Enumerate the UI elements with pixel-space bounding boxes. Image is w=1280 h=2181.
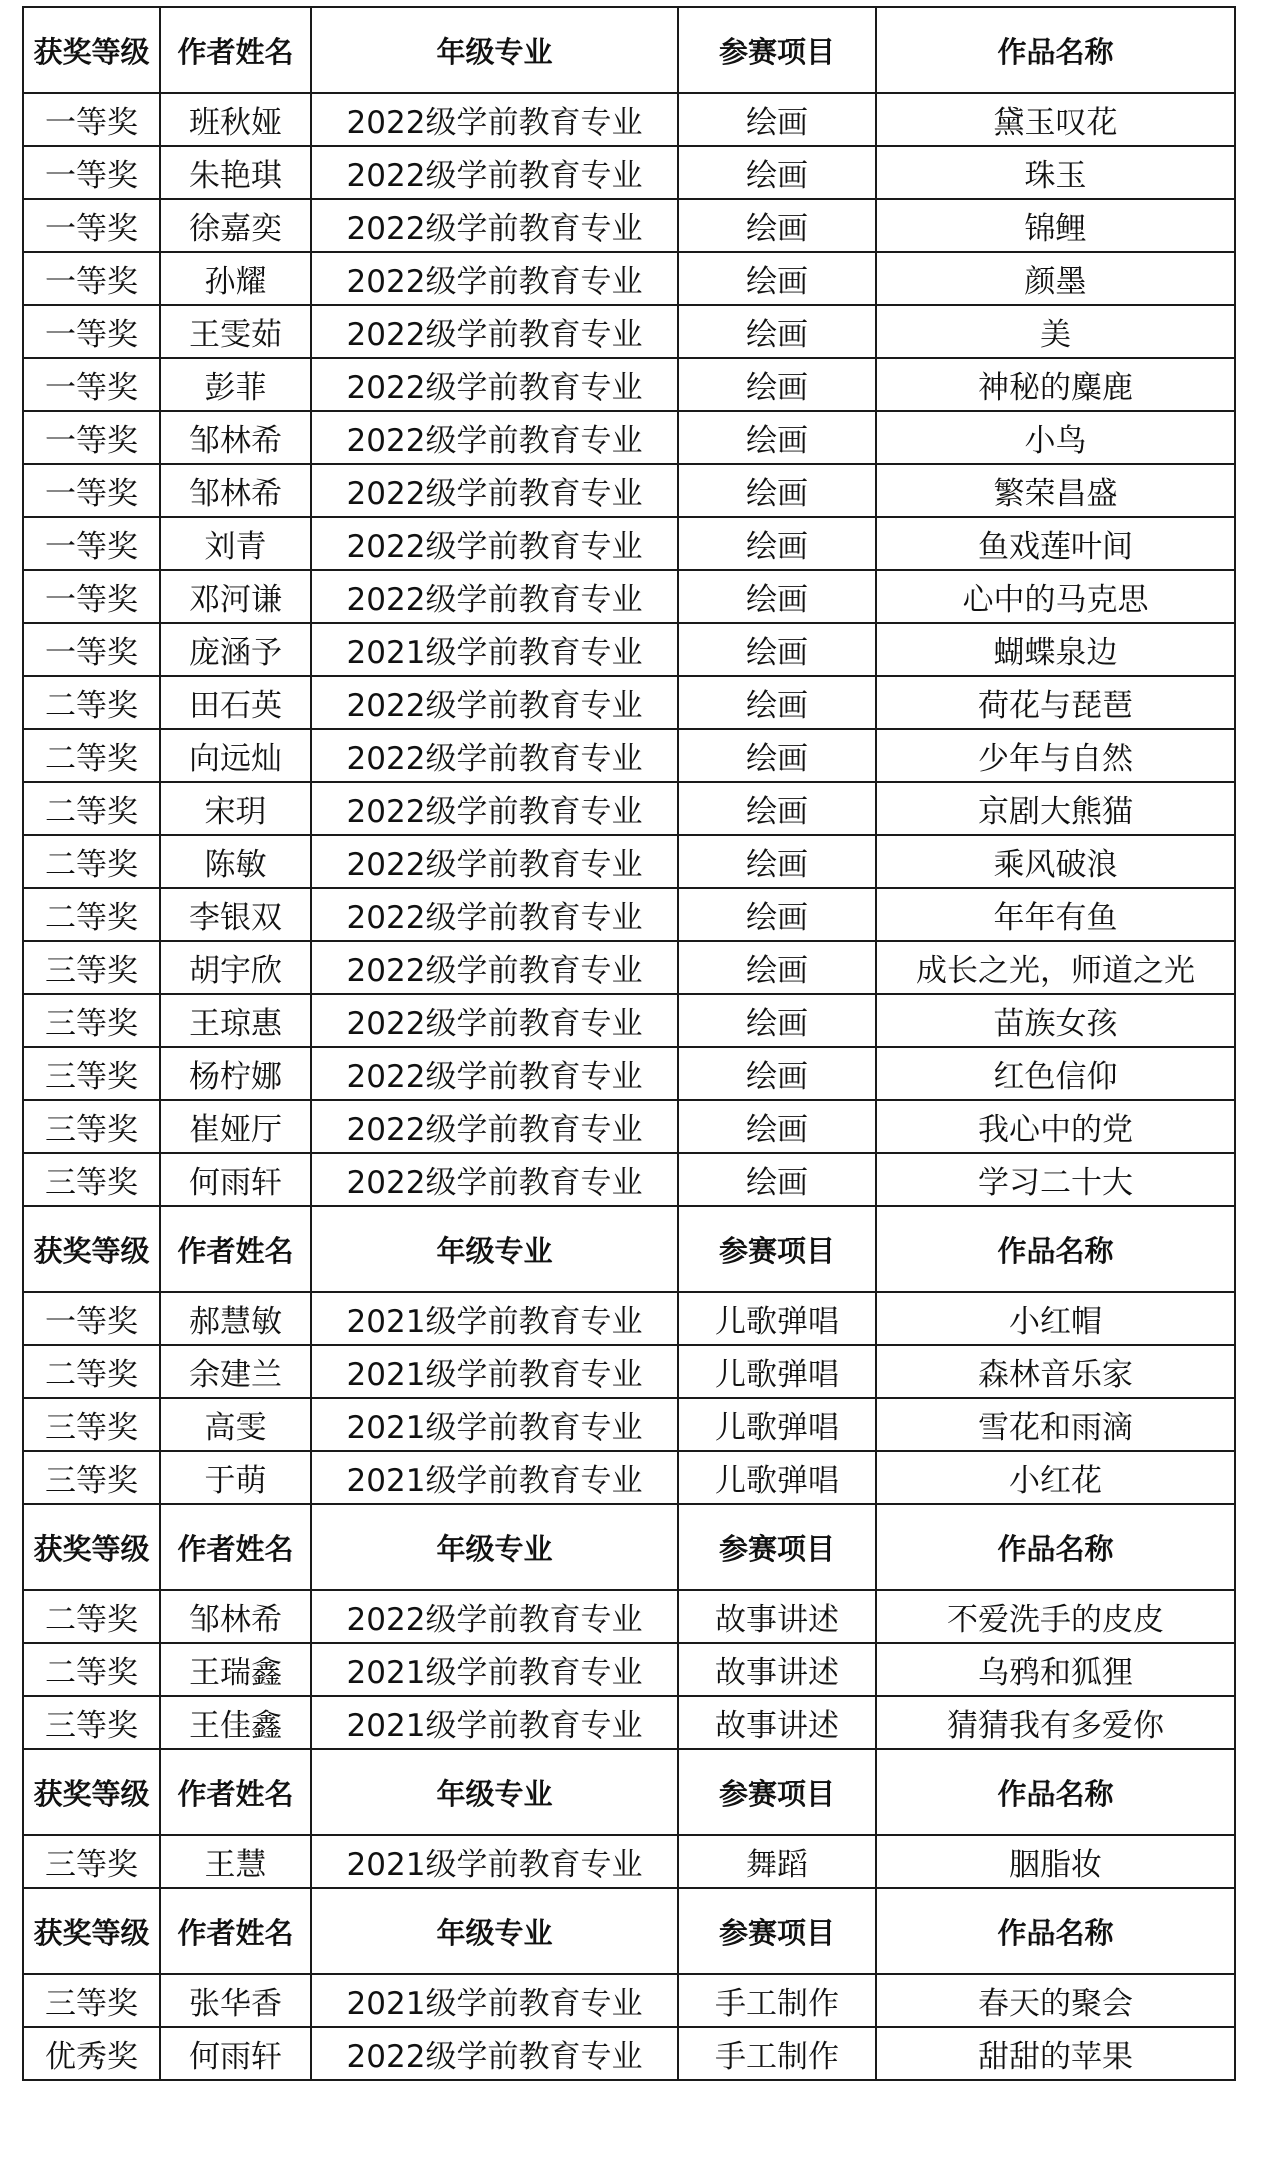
work-title-cell: 雪花和雨滴	[876, 1398, 1235, 1451]
work-title-cell: 美	[876, 305, 1235, 358]
table-row	[23, 1643, 1235, 1696]
work-title-cell: 猜猜我有多爱你	[876, 1696, 1235, 1749]
author-name-cell: 高雯	[160, 1398, 311, 1451]
grade-major-cell: 2022级学前教育专业	[311, 835, 678, 888]
award-level-cell: 三等奖	[23, 1398, 160, 1451]
author-name-cell: 李银双	[160, 888, 311, 941]
project-cell: 绘画	[678, 464, 876, 517]
header-work-title: 作品名称	[876, 1206, 1235, 1292]
work-title-cell: 黛玉叹花	[876, 93, 1235, 146]
table-row	[23, 835, 1235, 888]
grade-major-cell: 2022级学前教育专业	[311, 1590, 678, 1643]
table-row	[23, 623, 1235, 676]
table-row	[23, 1345, 1235, 1398]
header-row	[23, 7, 1235, 93]
header-grade-major: 年级专业	[311, 1206, 678, 1292]
award-level-cell: 三等奖	[23, 1153, 160, 1206]
grade-major-cell: 2022级学前教育专业	[311, 305, 678, 358]
author-name-cell: 邓河谦	[160, 570, 311, 623]
table-row	[23, 517, 1235, 570]
table-row	[23, 782, 1235, 835]
award-level-cell: 二等奖	[23, 782, 160, 835]
work-title-cell: 蝴蝶泉边	[876, 623, 1235, 676]
project-cell: 绘画	[678, 888, 876, 941]
project-cell: 儿歌弹唱	[678, 1451, 876, 1504]
grade-major-cell: 2021级学前教育专业	[311, 1398, 678, 1451]
header-award-level: 获奖等级	[23, 1206, 160, 1292]
grade-major-cell: 2021级学前教育专业	[311, 623, 678, 676]
work-title-cell: 成长之光，师道之光	[876, 941, 1235, 994]
header-award-level: 获奖等级	[23, 7, 160, 93]
header-grade-major: 年级专业	[311, 1888, 678, 1974]
author-name-cell: 邹林希	[160, 464, 311, 517]
project-cell: 绘画	[678, 517, 876, 570]
table-row	[23, 199, 1235, 252]
author-name-cell: 于萌	[160, 1451, 311, 1504]
project-cell: 绘画	[678, 411, 876, 464]
author-name-cell: 田石英	[160, 676, 311, 729]
table-row	[23, 1974, 1235, 2027]
grade-major-cell: 2022级学前教育专业	[311, 93, 678, 146]
project-cell: 绘画	[678, 941, 876, 994]
work-title-cell: 乘风破浪	[876, 835, 1235, 888]
project-cell: 绘画	[678, 1100, 876, 1153]
project-cell: 绘画	[678, 1153, 876, 1206]
author-name-cell: 王佳鑫	[160, 1696, 311, 1749]
author-name-cell: 张华香	[160, 1974, 311, 2027]
project-cell: 绘画	[678, 623, 876, 676]
table-row	[23, 729, 1235, 782]
work-title-cell: 甜甜的苹果	[876, 2027, 1235, 2080]
award-level-cell: 三等奖	[23, 994, 160, 1047]
header-author-name: 作者姓名	[160, 1504, 311, 1590]
project-cell: 绘画	[678, 358, 876, 411]
author-name-cell: 邹林希	[160, 411, 311, 464]
header-row	[23, 1504, 1235, 1590]
grade-major-cell: 2022级学前教育专业	[311, 888, 678, 941]
award-level-cell: 优秀奖	[23, 2027, 160, 2080]
project-cell: 绘画	[678, 305, 876, 358]
work-title-cell: 小红花	[876, 1451, 1235, 1504]
table-row	[23, 941, 1235, 994]
work-title-cell: 红色信仰	[876, 1047, 1235, 1100]
author-name-cell: 刘青	[160, 517, 311, 570]
grade-major-cell: 2022级学前教育专业	[311, 676, 678, 729]
table-row	[23, 146, 1235, 199]
author-name-cell: 王雯茹	[160, 305, 311, 358]
table-row	[23, 888, 1235, 941]
header-project: 参赛项目	[678, 1206, 876, 1292]
work-title-cell: 不爱洗手的皮皮	[876, 1590, 1235, 1643]
author-name-cell: 朱艳琪	[160, 146, 311, 199]
work-title-cell: 年年有鱼	[876, 888, 1235, 941]
table-row	[23, 1100, 1235, 1153]
award-level-cell: 二等奖	[23, 1643, 160, 1696]
project-cell: 绘画	[678, 729, 876, 782]
award-level-cell: 三等奖	[23, 941, 160, 994]
author-name-cell: 陈敏	[160, 835, 311, 888]
award-level-cell: 一等奖	[23, 305, 160, 358]
author-name-cell: 班秋娅	[160, 93, 311, 146]
header-author-name: 作者姓名	[160, 1206, 311, 1292]
table-row	[23, 464, 1235, 517]
project-cell: 儿歌弹唱	[678, 1345, 876, 1398]
table-row	[23, 1590, 1235, 1643]
work-title-cell: 珠玉	[876, 146, 1235, 199]
project-cell: 绘画	[678, 1047, 876, 1100]
grade-major-cell: 2022级学前教育专业	[311, 464, 678, 517]
table-row	[23, 252, 1235, 305]
project-cell: 绘画	[678, 782, 876, 835]
award-level-cell: 二等奖	[23, 1590, 160, 1643]
grade-major-cell: 2022级学前教育专业	[311, 146, 678, 199]
table-row	[23, 1696, 1235, 1749]
header-row	[23, 1749, 1235, 1835]
grade-major-cell: 2022级学前教育专业	[311, 517, 678, 570]
project-cell: 手工制作	[678, 2027, 876, 2080]
work-title-cell: 少年与自然	[876, 729, 1235, 782]
author-name-cell: 余建兰	[160, 1345, 311, 1398]
author-name-cell: 王慧	[160, 1835, 311, 1888]
grade-major-cell: 2022级学前教育专业	[311, 782, 678, 835]
award-level-cell: 一等奖	[23, 252, 160, 305]
header-work-title: 作品名称	[876, 1888, 1235, 1974]
project-cell: 儿歌弹唱	[678, 1398, 876, 1451]
work-title-cell: 锦鲤	[876, 199, 1235, 252]
table-row	[23, 1451, 1235, 1504]
header-author-name: 作者姓名	[160, 7, 311, 93]
award-level-cell: 一等奖	[23, 146, 160, 199]
work-title-cell: 繁荣昌盛	[876, 464, 1235, 517]
award-level-cell: 一等奖	[23, 411, 160, 464]
grade-major-cell: 2021级学前教育专业	[311, 1451, 678, 1504]
grade-major-cell: 2022级学前教育专业	[311, 252, 678, 305]
grade-major-cell: 2021级学前教育专业	[311, 1696, 678, 1749]
grade-major-cell: 2022级学前教育专业	[311, 994, 678, 1047]
work-title-cell: 京剧大熊猫	[876, 782, 1235, 835]
award-level-cell: 二等奖	[23, 676, 160, 729]
award-level-cell: 二等奖	[23, 1345, 160, 1398]
grade-major-cell: 2022级学前教育专业	[311, 1047, 678, 1100]
project-cell: 绘画	[678, 835, 876, 888]
author-name-cell: 王琼惠	[160, 994, 311, 1047]
award-level-cell: 二等奖	[23, 835, 160, 888]
table-row	[23, 1835, 1235, 1888]
award-level-cell: 一等奖	[23, 1292, 160, 1345]
project-cell: 舞蹈	[678, 1835, 876, 1888]
header-grade-major: 年级专业	[311, 1749, 678, 1835]
author-name-cell: 彭菲	[160, 358, 311, 411]
author-name-cell: 杨柠娜	[160, 1047, 311, 1100]
author-name-cell: 郝慧敏	[160, 1292, 311, 1345]
grade-major-cell: 2022级学前教育专业	[311, 411, 678, 464]
header-award-level: 获奖等级	[23, 1749, 160, 1835]
project-cell: 绘画	[678, 146, 876, 199]
project-cell: 故事讲述	[678, 1643, 876, 1696]
author-name-cell: 孙耀	[160, 252, 311, 305]
award-level-cell: 一等奖	[23, 570, 160, 623]
table-row	[23, 1153, 1235, 1206]
grade-major-cell: 2021级学前教育专业	[311, 1835, 678, 1888]
header-author-name: 作者姓名	[160, 1888, 311, 1974]
work-title-cell: 森林音乐家	[876, 1345, 1235, 1398]
work-title-cell: 鱼戏莲叶间	[876, 517, 1235, 570]
grade-major-cell: 2022级学前教育专业	[311, 941, 678, 994]
work-title-cell: 我心中的党	[876, 1100, 1235, 1153]
header-work-title: 作品名称	[876, 7, 1235, 93]
author-name-cell: 崔娅厅	[160, 1100, 311, 1153]
work-title-cell: 春天的聚会	[876, 1974, 1235, 2027]
table-row	[23, 676, 1235, 729]
grade-major-cell: 2022级学前教育专业	[311, 2027, 678, 2080]
author-name-cell: 何雨轩	[160, 2027, 311, 2080]
award-table	[22, 6, 1236, 2081]
grade-major-cell: 2022级学前教育专业	[311, 1153, 678, 1206]
work-title-cell: 心中的马克思	[876, 570, 1235, 623]
project-cell: 绘画	[678, 93, 876, 146]
project-cell: 绘画	[678, 252, 876, 305]
grade-major-cell: 2021级学前教育专业	[311, 1292, 678, 1345]
award-level-cell: 一等奖	[23, 464, 160, 517]
header-work-title: 作品名称	[876, 1749, 1235, 1835]
author-name-cell: 庞涵予	[160, 623, 311, 676]
grade-major-cell: 2021级学前教育专业	[311, 1345, 678, 1398]
author-name-cell: 胡宇欣	[160, 941, 311, 994]
header-award-level: 获奖等级	[23, 1504, 160, 1590]
author-name-cell: 王瑞鑫	[160, 1643, 311, 1696]
table-row	[23, 994, 1235, 1047]
work-title-cell: 荷花与琵琶	[876, 676, 1235, 729]
work-title-cell: 小红帽	[876, 1292, 1235, 1345]
award-level-cell: 三等奖	[23, 1451, 160, 1504]
header-row	[23, 1888, 1235, 1974]
table-row	[23, 305, 1235, 358]
author-name-cell: 向远灿	[160, 729, 311, 782]
grade-major-cell: 2021级学前教育专业	[311, 1974, 678, 2027]
award-level-cell: 一等奖	[23, 358, 160, 411]
grade-major-cell: 2022级学前教育专业	[311, 570, 678, 623]
project-cell: 手工制作	[678, 1974, 876, 2027]
award-level-cell: 三等奖	[23, 1974, 160, 2027]
award-level-cell: 三等奖	[23, 1696, 160, 1749]
work-title-cell: 乌鸦和狐狸	[876, 1643, 1235, 1696]
table-row	[23, 93, 1235, 146]
grade-major-cell: 2022级学前教育专业	[311, 358, 678, 411]
table-row	[23, 358, 1235, 411]
project-cell: 绘画	[678, 199, 876, 252]
table-row	[23, 570, 1235, 623]
grade-major-cell: 2022级学前教育专业	[311, 199, 678, 252]
grade-major-cell: 2022级学前教育专业	[311, 729, 678, 782]
header-grade-major: 年级专业	[311, 1504, 678, 1590]
work-title-cell: 苗族女孩	[876, 994, 1235, 1047]
table-row	[23, 1047, 1235, 1100]
grade-major-cell: 2021级学前教育专业	[311, 1643, 678, 1696]
award-level-cell: 三等奖	[23, 1835, 160, 1888]
award-level-cell: 一等奖	[23, 517, 160, 570]
award-level-cell: 二等奖	[23, 888, 160, 941]
header-project: 参赛项目	[678, 7, 876, 93]
work-title-cell: 神秘的麋鹿	[876, 358, 1235, 411]
work-title-cell: 学习二十大	[876, 1153, 1235, 1206]
work-title-cell: 胭脂妆	[876, 1835, 1235, 1888]
header-award-level: 获奖等级	[23, 1888, 160, 1974]
work-title-cell: 小鸟	[876, 411, 1235, 464]
header-project: 参赛项目	[678, 1504, 876, 1590]
award-level-cell: 一等奖	[23, 93, 160, 146]
header-project: 参赛项目	[678, 1888, 876, 1974]
header-grade-major: 年级专业	[311, 7, 678, 93]
project-cell: 儿歌弹唱	[678, 1292, 876, 1345]
project-cell: 绘画	[678, 676, 876, 729]
table-row	[23, 1398, 1235, 1451]
award-level-cell: 三等奖	[23, 1047, 160, 1100]
table-row	[23, 1292, 1235, 1345]
header-row	[23, 1206, 1235, 1292]
header-work-title: 作品名称	[876, 1504, 1235, 1590]
author-name-cell: 宋玥	[160, 782, 311, 835]
work-title-cell: 颜墨	[876, 252, 1235, 305]
table-row	[23, 2027, 1235, 2080]
project-cell: 绘画	[678, 570, 876, 623]
award-level-cell: 二等奖	[23, 729, 160, 782]
author-name-cell: 邹林希	[160, 1590, 311, 1643]
author-name-cell: 何雨轩	[160, 1153, 311, 1206]
header-project: 参赛项目	[678, 1749, 876, 1835]
award-level-cell: 三等奖	[23, 1100, 160, 1153]
header-author-name: 作者姓名	[160, 1749, 311, 1835]
award-level-cell: 一等奖	[23, 623, 160, 676]
award-table-body	[23, 7, 1235, 2080]
author-name-cell: 徐嘉奕	[160, 199, 311, 252]
table-row	[23, 411, 1235, 464]
award-level-cell: 一等奖	[23, 199, 160, 252]
project-cell: 故事讲述	[678, 1590, 876, 1643]
project-cell: 绘画	[678, 994, 876, 1047]
project-cell: 故事讲述	[678, 1696, 876, 1749]
grade-major-cell: 2022级学前教育专业	[311, 1100, 678, 1153]
